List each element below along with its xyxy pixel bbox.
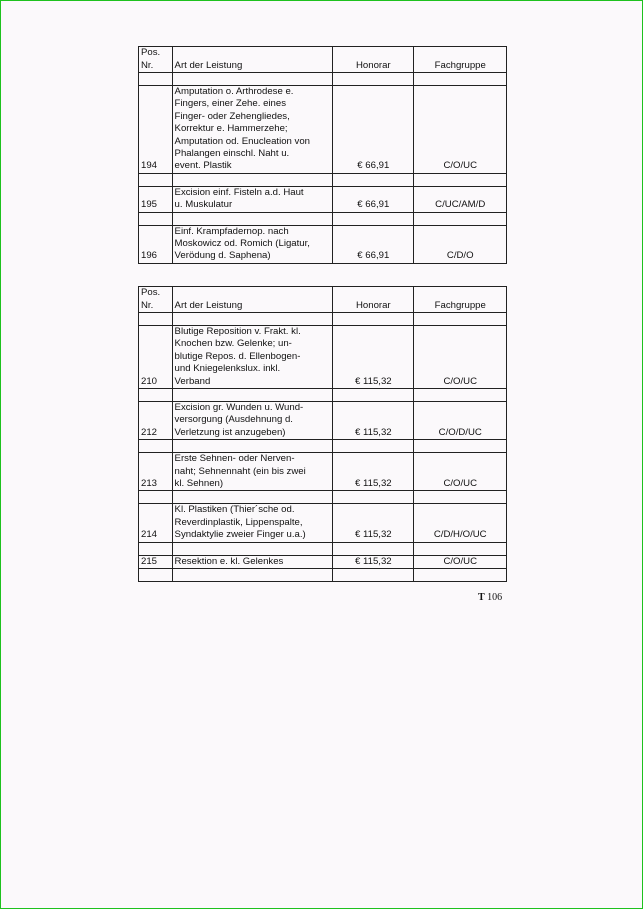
faint-watermark [39, 851, 85, 867]
header-pos-nr: Pos. Nr. [139, 47, 173, 73]
cell-art: Kl. Plastiken (Thier´sche od. Reverdinplastik, Lippenspalte, Syndaktylie zweier Finger u.a.) [172, 504, 333, 542]
spacer-row [139, 389, 507, 402]
table-header-row [139, 47, 507, 73]
table-row [139, 555, 507, 568]
spacer-row [139, 173, 507, 186]
header-art-der-leistung: Art der Leistung [172, 287, 333, 313]
table-row [139, 402, 507, 440]
table-row [139, 186, 507, 212]
cell-art: Erste Sehnen- oder Nerven- naht; Sehnennaht (ein bis zwei kl. Sehnen) [172, 453, 333, 491]
spacer-row [139, 212, 507, 225]
cell-fachgruppe: C/UC/AM/D [414, 186, 507, 212]
header-art-der-leistung: Art der Leistung [172, 47, 333, 73]
header-honorar: Honorar [333, 47, 414, 73]
table-row [139, 453, 507, 491]
cell-fachgruppe: C/D/O [414, 225, 507, 263]
cell-honorar: € 115,32 [333, 326, 414, 389]
cell-honorar: € 66,91 [333, 225, 414, 263]
cell-art: Einf. Krampfadernop. nach Moskowicz od. Romich (Ligatur, Verödung d. Saphena) [172, 225, 333, 263]
cell-fachgruppe: C/O/UC [414, 326, 507, 389]
cell-fachgruppe: C/O/UC [414, 555, 507, 568]
spacer-row [139, 569, 507, 582]
cell-fachgruppe: C/O/D/UC [414, 402, 507, 440]
cell-art: Excision gr. Wunden u. Wund- versorgung (Ausdehnung d. Verletzung ist anzugeben) [172, 402, 333, 440]
fee-table-1 [138, 46, 507, 264]
spacer-row [139, 542, 507, 555]
table-header-row [139, 287, 507, 313]
header-honorar: Honorar [333, 287, 414, 313]
spacer-row [139, 440, 507, 453]
cell-pos: 194 [139, 86, 173, 174]
cell-art: Excision einf. Fisteln a.d. Haut u. Muskulatur [172, 186, 333, 212]
spacer-row [139, 73, 507, 86]
fee-table-2 [138, 286, 507, 582]
cell-pos: 195 [139, 186, 173, 212]
cell-fachgruppe: C/O/UC [414, 453, 507, 491]
page-number-value: 106 [487, 592, 503, 603]
table-row [139, 86, 507, 174]
cell-honorar: € 115,32 [333, 453, 414, 491]
header-pos-nr: Pos. Nr. [139, 287, 173, 313]
spacer-row [139, 491, 507, 504]
cell-pos: 213 [139, 453, 173, 491]
cell-honorar: € 66,91 [333, 86, 414, 174]
cell-pos: 212 [139, 402, 173, 440]
cell-art: Resektion e. kl. Gelenkes [172, 555, 333, 568]
cell-art: Blutige Reposition v. Frakt. kl. Knochen bzw. Gelenke; un- blutige Repos. d. Ellenbogen- und Kniegelenkslux. inkl. Verband [172, 326, 333, 389]
table-row [139, 504, 507, 542]
cell-honorar: € 115,32 [333, 402, 414, 440]
table-row [139, 326, 507, 389]
cell-honorar: € 115,32 [333, 555, 414, 568]
cell-fachgruppe: C/O/UC [414, 86, 507, 174]
page-number [478, 592, 502, 603]
page-number-prefix: T [478, 592, 485, 603]
table-row [139, 225, 507, 263]
cell-pos: 215 [139, 555, 173, 568]
cell-pos: 196 [139, 225, 173, 263]
cell-pos: 210 [139, 326, 173, 389]
cell-honorar: € 66,91 [333, 186, 414, 212]
cell-pos: 214 [139, 504, 173, 542]
cell-fachgruppe: C/D/H/O/UC [414, 504, 507, 542]
header-fachgruppe: Fachgruppe [414, 47, 507, 73]
cell-art: Amputation o. Arthrodese e. Fingers, einer Zehe. eines Finger- oder Zehengliedes, Korrektur e. Hammerzehe; Amputation od. Enucleation von Phalangen einschl. Naht u. event. Plastik [172, 86, 333, 174]
spacer-row [139, 313, 507, 326]
cell-honorar: € 115,32 [333, 504, 414, 542]
header-fachgruppe: Fachgruppe [414, 287, 507, 313]
